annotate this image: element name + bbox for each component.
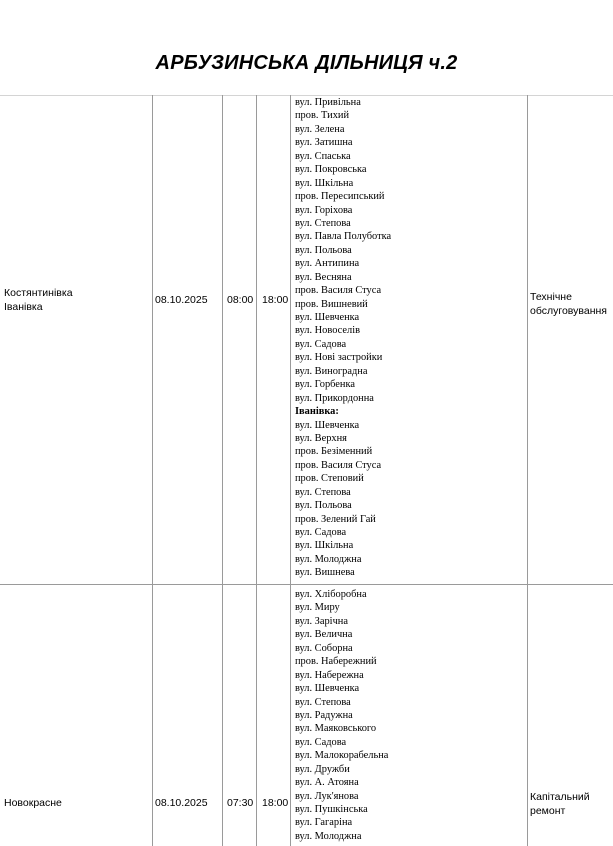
settlement-name: Іванівка: [4, 301, 43, 313]
street-item: вул. Степова: [295, 217, 351, 229]
street-item: вул. Горбенка: [295, 379, 355, 391]
street-item: вул. Нові застройки: [295, 352, 383, 364]
outage-table: [0, 95, 613, 846]
time-from-cell: 08:00: [227, 294, 254, 306]
column-divider: [222, 95, 223, 846]
street-item: вул. Набережна: [295, 669, 364, 681]
street-item: вул. Шкільна: [295, 540, 354, 552]
reason-line: обслуговування: [530, 305, 607, 317]
street-item: вул. Павла Полуботка: [295, 231, 392, 243]
time-from-cell: 07:30: [227, 797, 254, 809]
street-item: вул. Горіхова: [295, 204, 353, 216]
settlement-name: Новокрасне: [4, 797, 62, 809]
time-to-cell: 18:00: [262, 797, 289, 809]
settlement-cell: [4, 286, 73, 314]
street-list: [295, 588, 388, 843]
street-group-heading: Іванівка:: [295, 406, 339, 418]
street-item: вул. Радужна: [295, 709, 353, 721]
street-item: пров. Тихий: [295, 110, 350, 122]
street-item: вул. Молоджна: [295, 553, 362, 565]
street-item: вул. Польова: [295, 244, 352, 256]
street-item: вул. Виноградна: [295, 365, 368, 377]
street-item: вул. Степова: [295, 486, 351, 498]
street-item: вул. Шевченка: [295, 419, 360, 431]
page-title: АРБУЗИНСЬКА ДІЛЬНИЦЯ ч.2: [155, 52, 458, 74]
reason-cell: [530, 290, 607, 318]
street-item: пров. Василя Стуса: [295, 285, 382, 297]
street-item: вул. Миру: [295, 602, 340, 614]
street-item: вул. Пушкінська: [295, 804, 368, 815]
street-item: вул. Дружби: [295, 763, 350, 775]
street-item: вул. Спаська: [295, 150, 351, 162]
settlement-name: Костянтинівка: [4, 287, 73, 299]
reason-line: ремонт: [530, 805, 566, 817]
street-item: пров. Пересипський: [295, 191, 385, 203]
street-item: вул. Садова: [295, 527, 347, 538]
street-item: вул. Вишнева: [295, 567, 355, 579]
street-item: пров. Василя Стуса: [295, 459, 382, 471]
column-divider: [256, 95, 257, 846]
street-item: вул. Садова: [295, 338, 347, 350]
street-item: вул. Малокорабельна: [295, 750, 389, 762]
column-divider: [152, 95, 153, 846]
column-divider: [527, 95, 528, 846]
street-item: пров. Зелений Гай: [295, 513, 376, 525]
reason-cell: [530, 790, 590, 818]
row-divider: [0, 584, 613, 585]
street-item: вул. Прикордонна: [295, 392, 374, 404]
street-item: вул. Шевченка: [295, 312, 360, 323]
time-to-cell: 18:00: [262, 294, 289, 306]
street-item: вул. Верхня: [295, 432, 347, 444]
reason-line: Капітальний: [530, 791, 590, 803]
column-divider: [290, 95, 291, 846]
street-item: вул. Покровська: [295, 164, 367, 176]
street-item: вул. Велична: [295, 629, 353, 641]
street-item: вул. Польова: [295, 500, 352, 512]
street-item: вул. Молоджна: [295, 830, 362, 842]
street-item: вул. Новоселів: [295, 325, 360, 337]
settlement-cell: [4, 796, 62, 810]
street-item: вул. Маяковського: [295, 723, 377, 735]
street-item: вул. Соборна: [295, 642, 353, 654]
street-item: вул. Садова: [295, 736, 347, 748]
street-item: вул. Степова: [295, 696, 351, 708]
street-item: вул. Лук'янова: [295, 790, 359, 802]
date-cell: 08.10.2025: [155, 797, 208, 809]
street-item: вул. Шкільна: [295, 177, 354, 189]
street-item: пров. Набережний: [295, 656, 377, 668]
street-item: вул. Весняна: [295, 271, 352, 283]
street-item: вул. Затишна: [295, 137, 353, 149]
street-item: вул. Антипина: [295, 258, 360, 270]
date-cell: 08.10.2025: [155, 294, 208, 306]
street-item: вул. Зарічна: [295, 615, 348, 627]
street-item: вул. Зелена: [295, 123, 345, 135]
street-list: [295, 96, 391, 580]
street-item: вул. Привільна: [295, 97, 361, 108]
street-item: пров. Вишневий: [295, 298, 368, 310]
street-item: вул. Хліборобна: [295, 589, 367, 600]
street-item: вул. Гагаріна: [295, 817, 353, 829]
street-item: вул. Шевченка: [295, 683, 360, 695]
street-item: пров. Безіменний: [295, 446, 373, 458]
reason-line: Технічне: [530, 291, 572, 303]
street-item: вул. А. Атояна: [295, 777, 359, 789]
street-item: пров. Степовий: [295, 473, 364, 485]
